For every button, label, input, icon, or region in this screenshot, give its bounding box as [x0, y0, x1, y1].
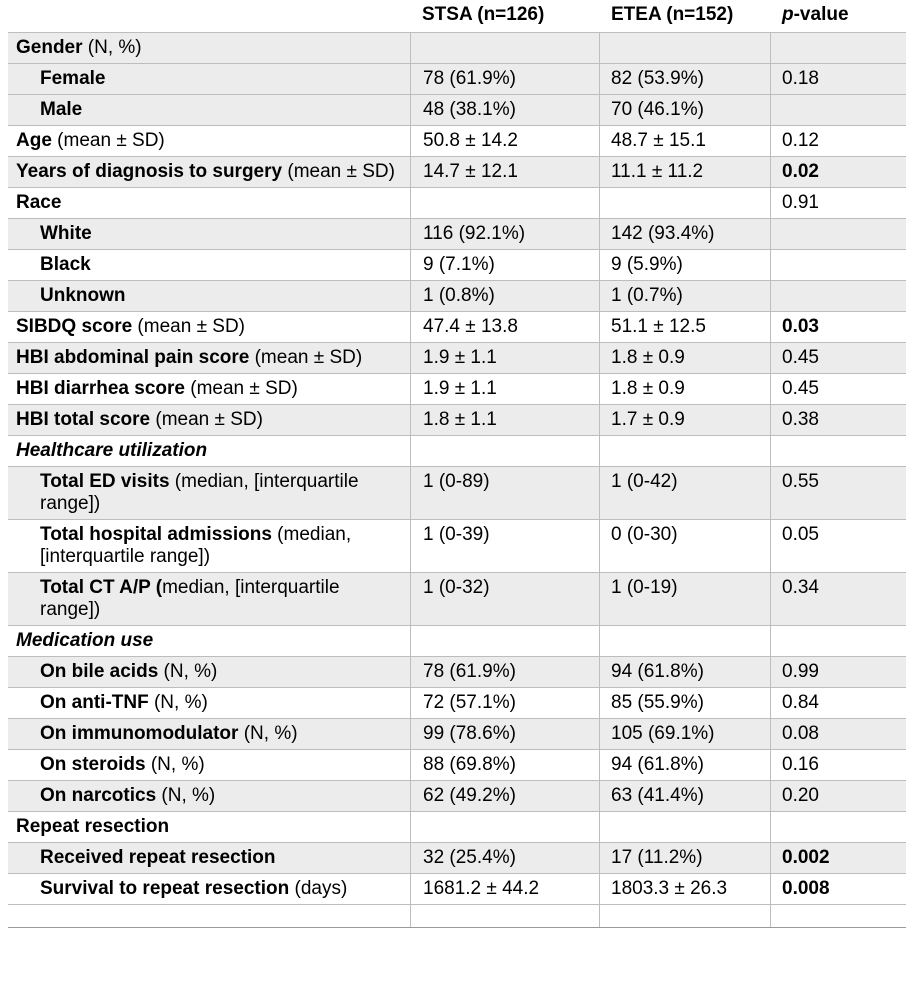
- row-label: [8, 281, 410, 311]
- p-value: 0.12: [770, 126, 906, 156]
- table-header-row: [8, 0, 906, 32]
- row-label-detail: (median, [interquartile range]): [40, 524, 352, 567]
- stsa-value: 72 (57.1%): [410, 688, 599, 718]
- stsa-value: 47.4 ± 13.8: [410, 312, 599, 342]
- row-label: [8, 33, 410, 63]
- row-label-bold: HBI total score: [16, 409, 151, 430]
- p-value: 0.55: [770, 467, 906, 519]
- row-label-bold: On steroids: [40, 754, 146, 775]
- header-label-column: [8, 0, 410, 32]
- row-label-detail: (N, %): [148, 692, 208, 713]
- row-label-bold: SIBDQ score: [16, 316, 133, 337]
- row-label-detail: (N, %): [156, 785, 216, 806]
- row-label-bold: On narcotics: [40, 785, 157, 806]
- row-label-bold: Unknown: [40, 285, 126, 306]
- p-value: 0.45: [770, 343, 906, 373]
- row-label-bold: Total ED visits: [40, 471, 170, 492]
- row-label-detail: (days): [289, 878, 348, 899]
- p-value: 0.20: [770, 781, 906, 811]
- row-label-bold: Black: [40, 254, 91, 275]
- table-row: [8, 435, 906, 466]
- stsa-value: 88 (69.8%): [410, 750, 599, 780]
- p-value: 0.38: [770, 405, 906, 435]
- etea-value: [599, 436, 770, 466]
- p-value: 0.02: [770, 157, 906, 187]
- p-value: 0.34: [770, 573, 906, 625]
- stsa-value: 48 (38.1%): [410, 95, 599, 125]
- stsa-value: 1.8 ± 1.1: [410, 405, 599, 435]
- row-label-bold: Survival to repeat resection: [40, 878, 290, 899]
- row-label: [8, 626, 410, 656]
- table-row: [8, 125, 906, 156]
- etea-value: 48.7 ± 15.1: [599, 126, 770, 156]
- table-row: [8, 780, 906, 811]
- p-value: 0.45: [770, 374, 906, 404]
- table-row: [8, 373, 906, 404]
- row-label-bold: Received repeat resection: [40, 847, 276, 868]
- table-end-row: [8, 904, 906, 927]
- p-value: [770, 250, 906, 280]
- row-label: [8, 188, 410, 218]
- table-row: [8, 749, 906, 780]
- row-label: [8, 843, 410, 873]
- table-row: [8, 687, 906, 718]
- etea-value: 1 (0.7%): [599, 281, 770, 311]
- etea-value: 1803.3 ± 26.3: [599, 874, 770, 904]
- row-label: [8, 467, 410, 519]
- p-value: 0.03: [770, 312, 906, 342]
- row-label-detail: (mean ± SD): [51, 130, 165, 151]
- row-label: [8, 126, 410, 156]
- table-row: [8, 519, 906, 572]
- p-value: [770, 95, 906, 125]
- row-label: [8, 95, 410, 125]
- row-label-bold: Total hospital admissions: [40, 524, 272, 545]
- table-row: [8, 187, 906, 218]
- p-value: 0.84: [770, 688, 906, 718]
- etea-value: [599, 626, 770, 656]
- row-label-bold: On bile acids: [40, 661, 159, 682]
- row-label-bold: Female: [40, 68, 106, 89]
- etea-value: [599, 188, 770, 218]
- row-label: [8, 157, 410, 187]
- table-body: [8, 32, 906, 904]
- p-value: 0.99: [770, 657, 906, 687]
- stsa-value: 78 (61.9%): [410, 64, 599, 94]
- p-value: 0.008: [770, 874, 906, 904]
- row-label: [8, 250, 410, 280]
- stsa-value: 1 (0-89): [410, 467, 599, 519]
- table-row: [8, 280, 906, 311]
- row-label-bold: Years of diagnosis to surgery: [16, 161, 283, 182]
- row-label-bold: Gender: [16, 37, 83, 58]
- p-value: [770, 626, 906, 656]
- stsa-value: 32 (25.4%): [410, 843, 599, 873]
- etea-value: 11.1 ± 11.2: [599, 157, 770, 187]
- p-value: [770, 436, 906, 466]
- etea-value: 94 (61.8%): [599, 750, 770, 780]
- etea-value: 105 (69.1%): [599, 719, 770, 749]
- stsa-value: [410, 812, 599, 842]
- row-label: [8, 573, 410, 625]
- stsa-value: 50.8 ± 14.2: [410, 126, 599, 156]
- p-value: [770, 812, 906, 842]
- row-label-detail: (mean ± SD): [150, 409, 263, 430]
- row-label-bold: White: [40, 223, 92, 244]
- table-bottom-rule: [8, 927, 906, 928]
- stsa-value: 1.9 ± 1.1: [410, 374, 599, 404]
- row-label-detail: (N, %): [145, 754, 205, 775]
- row-label-detail: (mean ± SD): [132, 316, 245, 337]
- etea-value: [599, 812, 770, 842]
- stsa-value: 1.9 ± 1.1: [410, 343, 599, 373]
- row-label: [8, 436, 410, 466]
- etea-value: 142 (93.4%): [599, 219, 770, 249]
- stsa-value: 116 (92.1%): [410, 219, 599, 249]
- etea-value: 1.8 ± 0.9: [599, 343, 770, 373]
- table-row: [8, 842, 906, 873]
- etea-value: 94 (61.8%): [599, 657, 770, 687]
- p-value: 0.16: [770, 750, 906, 780]
- table-row: [8, 156, 906, 187]
- row-label-detail: (mean ± SD): [184, 378, 298, 399]
- row-label-detail: (mean ± SD): [282, 161, 395, 182]
- section-heading: Medication use: [16, 630, 154, 651]
- row-label: [8, 781, 410, 811]
- stsa-value: 14.7 ± 12.1: [410, 157, 599, 187]
- table-row: [8, 342, 906, 373]
- header-etea: ETEA (n=152): [611, 4, 734, 25]
- row-label-bold: Total CT A/P (: [40, 577, 163, 598]
- header-p-value: [770, 0, 906, 32]
- table-row: [8, 572, 906, 625]
- row-label: [8, 812, 410, 842]
- row-label-bold: Age: [16, 130, 52, 151]
- etea-value: 17 (11.2%): [599, 843, 770, 873]
- etea-value: 70 (46.1%): [599, 95, 770, 125]
- row-label: [8, 520, 410, 572]
- row-label: [8, 750, 410, 780]
- etea-value: 82 (53.9%): [599, 64, 770, 94]
- row-label-detail: (N, %): [82, 37, 142, 58]
- row-label: [8, 874, 410, 904]
- etea-value: 1 (0-42): [599, 467, 770, 519]
- table-row: [8, 656, 906, 687]
- p-value: [770, 219, 906, 249]
- row-label: [8, 343, 410, 373]
- row-label-detail: (N, %): [158, 661, 218, 682]
- row-label-detail: median, [interquartile range]): [40, 577, 340, 620]
- row-label-detail: (median, [interquartile range]): [40, 471, 359, 514]
- row-label: [8, 688, 410, 718]
- header-p-italic: p: [782, 4, 794, 25]
- stsa-value: 62 (49.2%): [410, 781, 599, 811]
- etea-value: [599, 33, 770, 63]
- p-value: [770, 281, 906, 311]
- stsa-value: 99 (78.6%): [410, 719, 599, 749]
- row-label: [8, 719, 410, 749]
- row-label-bold: Repeat resection: [16, 816, 170, 837]
- etea-value: 1 (0-19): [599, 573, 770, 625]
- table-row: [8, 625, 906, 656]
- table-row: [8, 811, 906, 842]
- etea-value: 51.1 ± 12.5: [599, 312, 770, 342]
- section-heading: Healthcare utilization: [16, 440, 208, 461]
- p-value: 0.08: [770, 719, 906, 749]
- row-label-bold: HBI abdominal pain score: [16, 347, 250, 368]
- row-label-bold: On immunomodulator: [40, 723, 239, 744]
- p-value: 0.18: [770, 64, 906, 94]
- etea-value: 85 (55.9%): [599, 688, 770, 718]
- etea-value: 9 (5.9%): [599, 250, 770, 280]
- stsa-value: [410, 626, 599, 656]
- baseline-characteristics-table: [8, 0, 906, 927]
- header-stsa: STSA (n=126): [422, 4, 545, 25]
- table-row: [8, 32, 906, 63]
- table-row: [8, 466, 906, 519]
- table-row: [8, 63, 906, 94]
- table-row: [8, 311, 906, 342]
- stsa-value: 1681.2 ± 44.2: [410, 874, 599, 904]
- table-row: [8, 873, 906, 904]
- row-label-detail: (N, %): [238, 723, 298, 744]
- row-label: [8, 219, 410, 249]
- row-label: [8, 64, 410, 94]
- row-label: [8, 405, 410, 435]
- p-value: 0.91: [770, 188, 906, 218]
- etea-value: 63 (41.4%): [599, 781, 770, 811]
- header-p-rest: -value: [793, 4, 849, 25]
- table-row: [8, 718, 906, 749]
- stsa-value: 1 (0-39): [410, 520, 599, 572]
- row-label-bold: On anti-TNF: [40, 692, 149, 713]
- stsa-value: [410, 436, 599, 466]
- stsa-value: 1 (0.8%): [410, 281, 599, 311]
- row-label: [8, 657, 410, 687]
- row-label-bold: Male: [40, 99, 83, 120]
- stsa-value: 1 (0-32): [410, 573, 599, 625]
- row-label-bold: Race: [16, 192, 62, 213]
- row-label-bold: HBI diarrhea score: [16, 378, 185, 399]
- table-row: [8, 94, 906, 125]
- row-label: [8, 312, 410, 342]
- table-row: [8, 249, 906, 280]
- row-label: [8, 374, 410, 404]
- p-value: 0.05: [770, 520, 906, 572]
- stsa-value: 9 (7.1%): [410, 250, 599, 280]
- p-value: 0.002: [770, 843, 906, 873]
- etea-value: 0 (0-30): [599, 520, 770, 572]
- etea-value: 1.8 ± 0.9: [599, 374, 770, 404]
- p-value: [770, 33, 906, 63]
- stsa-value: [410, 33, 599, 63]
- etea-value: 1.7 ± 0.9: [599, 405, 770, 435]
- stsa-value: [410, 188, 599, 218]
- table-row: [8, 404, 906, 435]
- row-label-detail: (mean ± SD): [249, 347, 363, 368]
- stsa-value: 78 (61.9%): [410, 657, 599, 687]
- table-row: [8, 218, 906, 249]
